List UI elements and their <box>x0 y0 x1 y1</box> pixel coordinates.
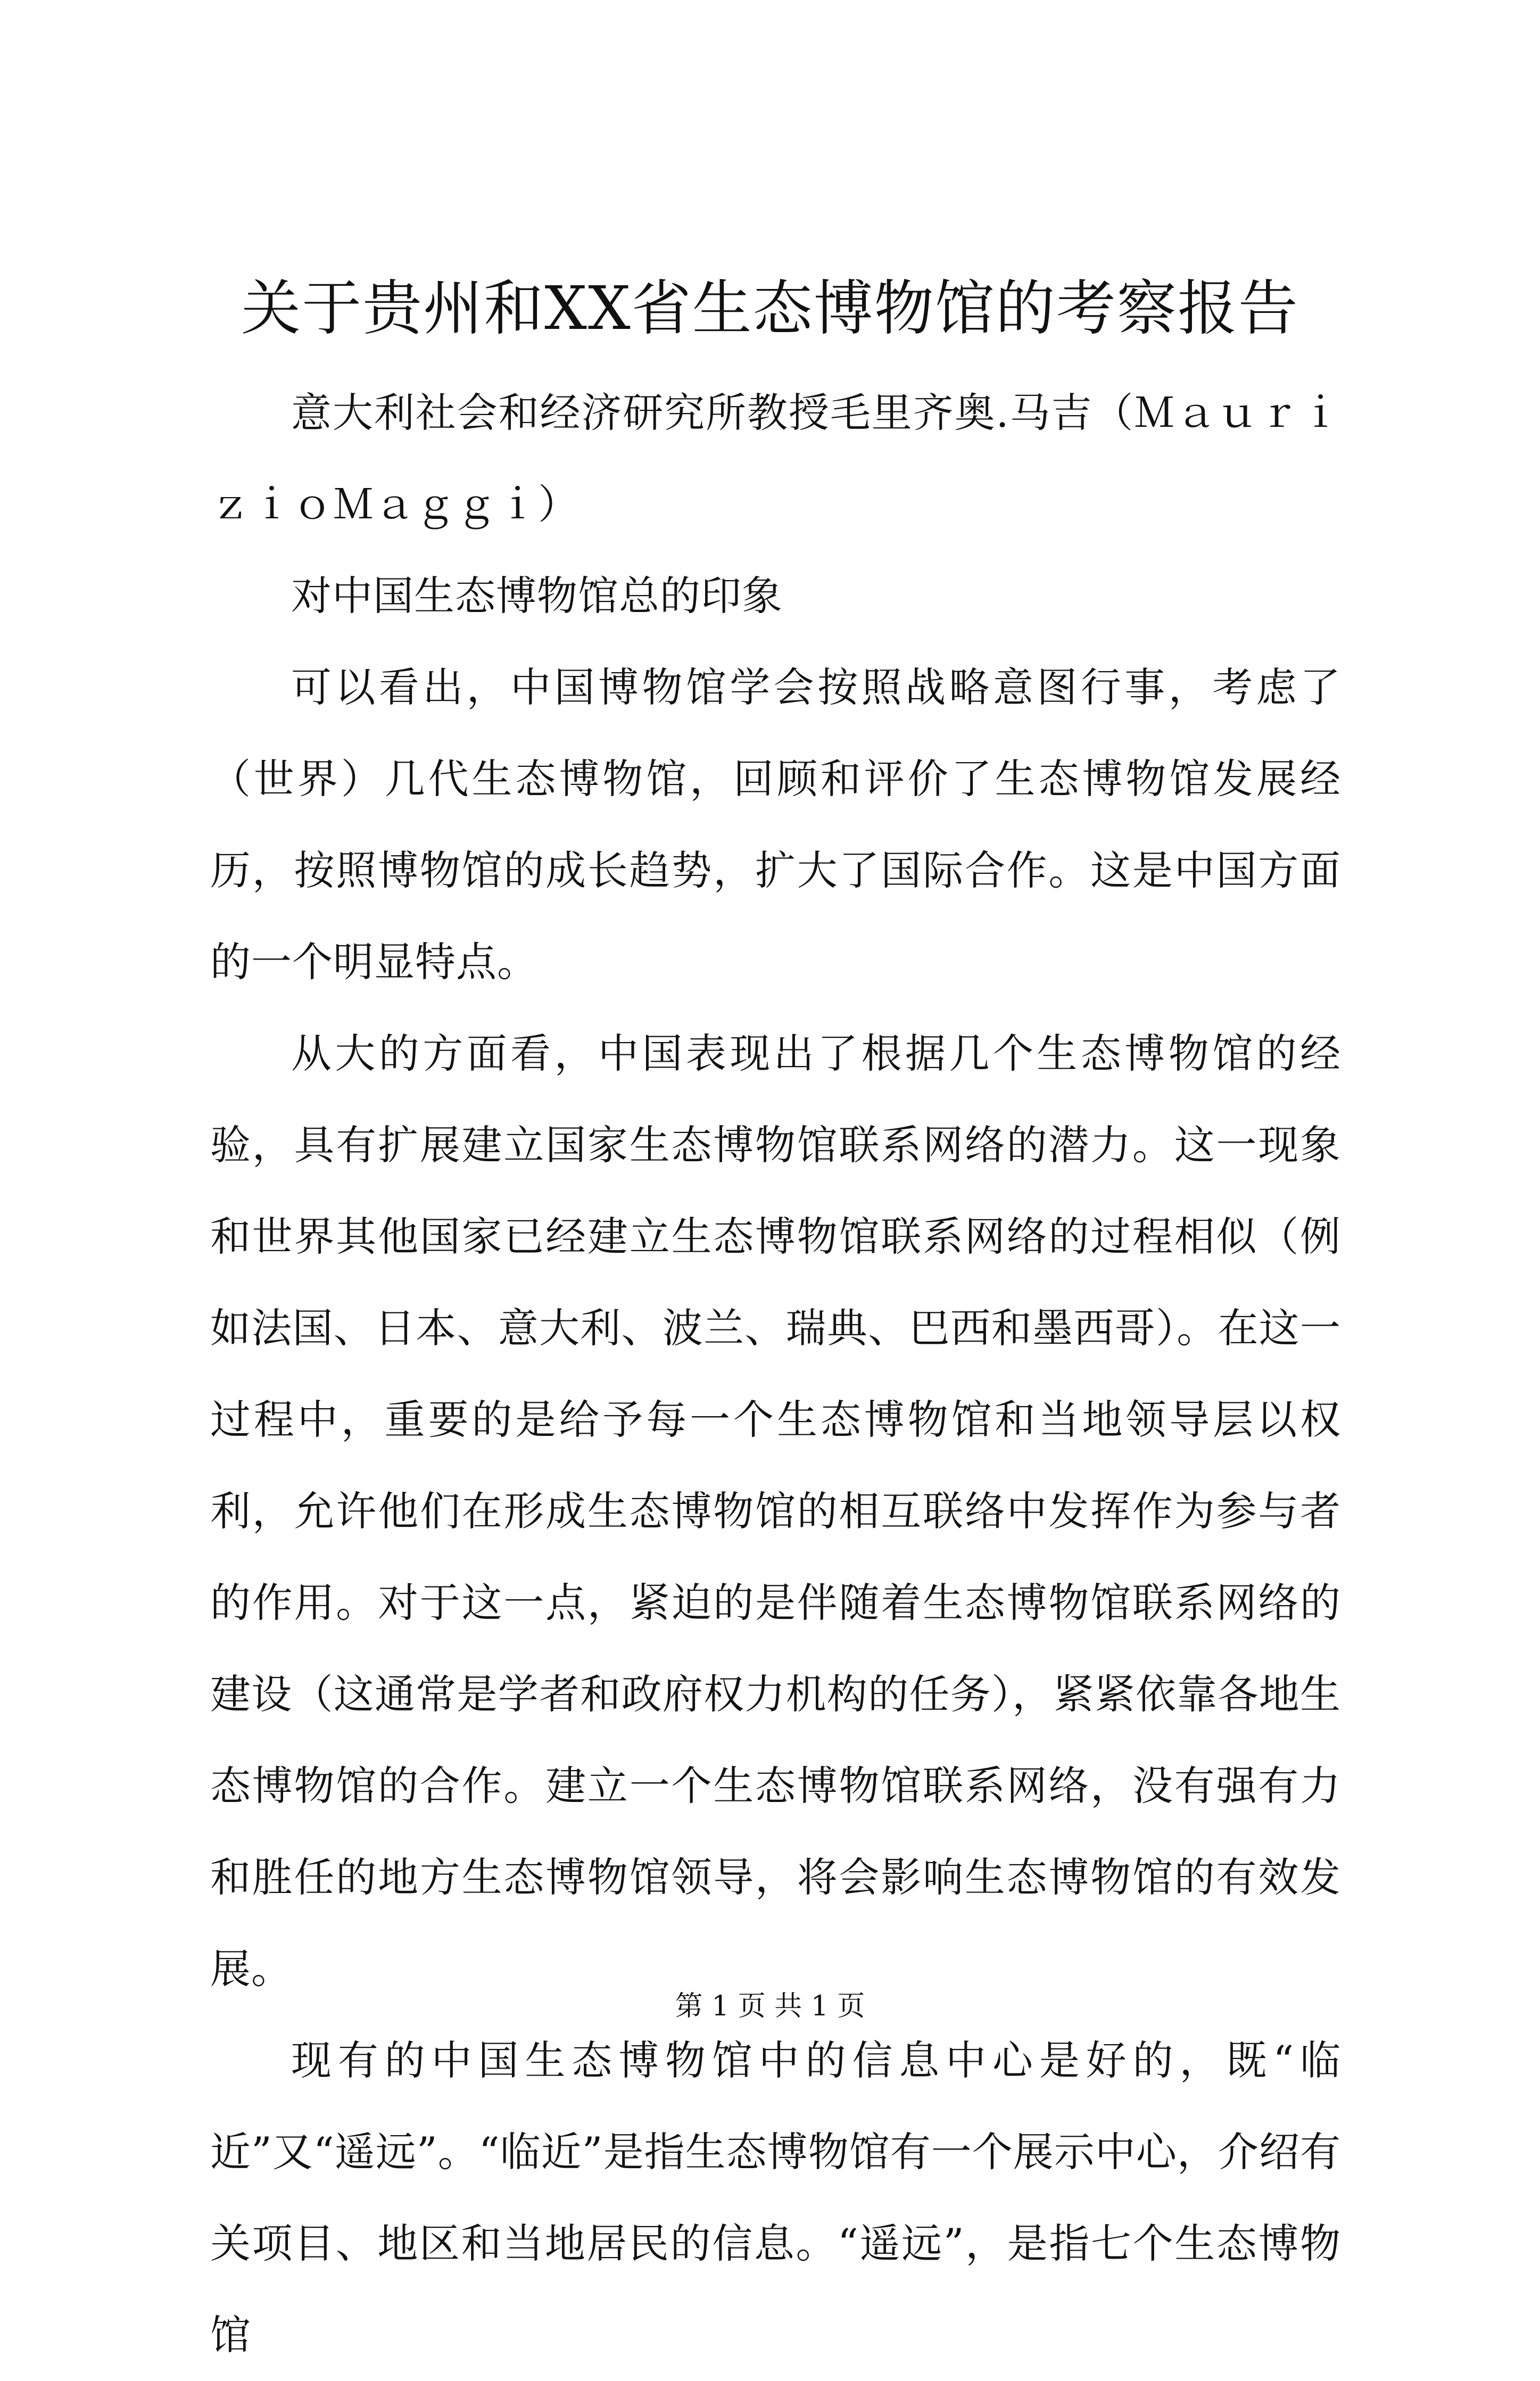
page-footer: 第 1 页 共 1 页 <box>675 1990 865 2022</box>
author-line: 意大利社会和经济研究所教授毛里齐奥.马吉（ＭａｕｒｉｚｉｏＭａｇｇｉ） <box>210 389 1341 528</box>
document-body <box>210 367 1341 2381</box>
paragraph-1: 可以看出，中国博物馆学会按照战略意图行事，考虑了（世界）几代生态博物馆，回顾和评价了生态博物馆发展经历，按照博物馆的成长趋势，扩大了国际合作。这是中国方面的一个明显特点。 <box>210 664 1341 986</box>
paragraph-3: 现有的中国生态博物馆中的信息中心是好的，既“临近”又“遥远”。“临近”是指生态博物馆有一个展示中心，介绍有关项目、地区和当地居民的信息。“遥远”，是指七个生态博物馆 <box>210 2037 1341 2359</box>
section-heading: 对中国生态博物馆总的印象 <box>291 572 783 619</box>
document-title: 关于贵州和XX省生态博物馆的考察报告 <box>241 274 1299 343</box>
paragraph-2: 从大的方面看，中国表现出了根据几个生态博物馆的经验，具有扩展建立国家生态博物馆联系网络的潜力。这一现象和世界其他国家已经建立生态博物馆联系网络的过程相似（例如法国、日本、意大利、波兰、瑞典、巴西和墨西哥）。在这一过程中，重要的是给予每一个生态博物馆和当地领导层以权利，允许他们在形成生态博物馆的相互联络中发挥作为参与者的作用。对于这一点，紧迫的是伴随着生态博物馆联系网络的建设（这通常是学者和政府权力机构的任务），紧紧依靠各地生态博物馆的合作。建立一个生态博物馆联系网络，没有强有力和胜任的地方生态博物馆领导，将会影响生态博物馆的有效发展。 <box>210 1030 1341 1993</box>
